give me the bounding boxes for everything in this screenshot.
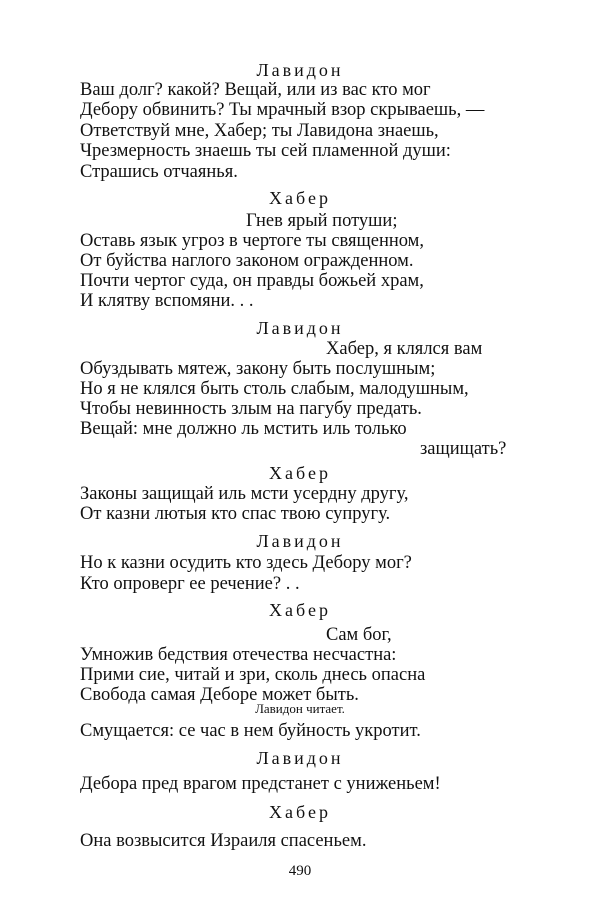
verse-line: Свобода самая Деборе может быть. <box>80 685 359 705</box>
verse-line: Дебора пред врагом предстанет с униженьем! <box>80 774 441 794</box>
verse-line: Сам бог, <box>326 625 392 645</box>
verse-line: Вещай: мне должно ль мстить иль только <box>80 419 407 439</box>
speaker-name: Лавидон <box>256 318 344 338</box>
verse-line: Но к казни осудить кто здесь Дебору мог? <box>80 553 412 573</box>
verse-line: Чтобы невинность злым на пагубу предать. <box>80 399 422 419</box>
verse-line: Страшись отчаянья. <box>80 162 238 182</box>
speaker-name: Хабер <box>269 600 331 620</box>
verse-line: Дебору обвинить? Ты мрачный взор скрываешь, — <box>80 100 485 120</box>
verse-line: И клятву вспомяни. . . <box>80 291 254 311</box>
speaker-name: Хабер <box>269 802 331 822</box>
speaker-name: Лавидон <box>256 60 344 80</box>
verse-line: Ответствуй мне, Хабер; ты Лавидона знаешь, <box>80 121 439 141</box>
verse-line: Прими сие, читай и зри, сколь днесь опасна <box>80 665 426 685</box>
page-number: 490 <box>288 863 312 879</box>
verse-line: Кто опроверг ее речение? . . <box>80 574 300 594</box>
verse-line: Смущается: се час в нем буйность укротит. <box>80 721 421 741</box>
speaker-name: Хабер <box>269 463 331 483</box>
verse-line: Хабер, я клялся вам <box>326 339 483 359</box>
stage-direction: Лавидон читает. <box>255 701 345 716</box>
verse-line: От буйства наглого законом огражденном. <box>80 251 414 271</box>
verse-line: Умножив бедствия отечества несчастна: <box>80 645 397 665</box>
speaker-name: Лавидон <box>256 748 344 768</box>
speaker-name: Хабер <box>269 188 331 208</box>
verse-line: Чрезмерность знаешь ты сей пламенной души: <box>80 141 451 161</box>
verse-line: Но я не клялся быть столь слабым, малодушным, <box>80 379 469 399</box>
verse-line: Оставь язык угроз в чертоге ты священном, <box>80 231 425 251</box>
verse-line: От казни лютыя кто спас твою супругу. <box>80 504 391 524</box>
speaker-name: Лавидон <box>256 531 344 551</box>
verse-line: Ваш долг? какой? Вещай, или из вас кто мог <box>80 80 431 100</box>
verse-line: Почти чертог суда, он правды божьей храм, <box>80 271 424 291</box>
verse-line: Она возвысится Израиля спасеньем. <box>80 831 367 851</box>
verse-line: защищать? <box>420 439 507 459</box>
verse-line: Обуздывать мятеж, закону быть послушным; <box>80 359 436 379</box>
verse-line: Гнев ярый потуши; <box>246 211 398 231</box>
verse-line: Законы защищай иль мсти усердну другу, <box>80 484 409 504</box>
